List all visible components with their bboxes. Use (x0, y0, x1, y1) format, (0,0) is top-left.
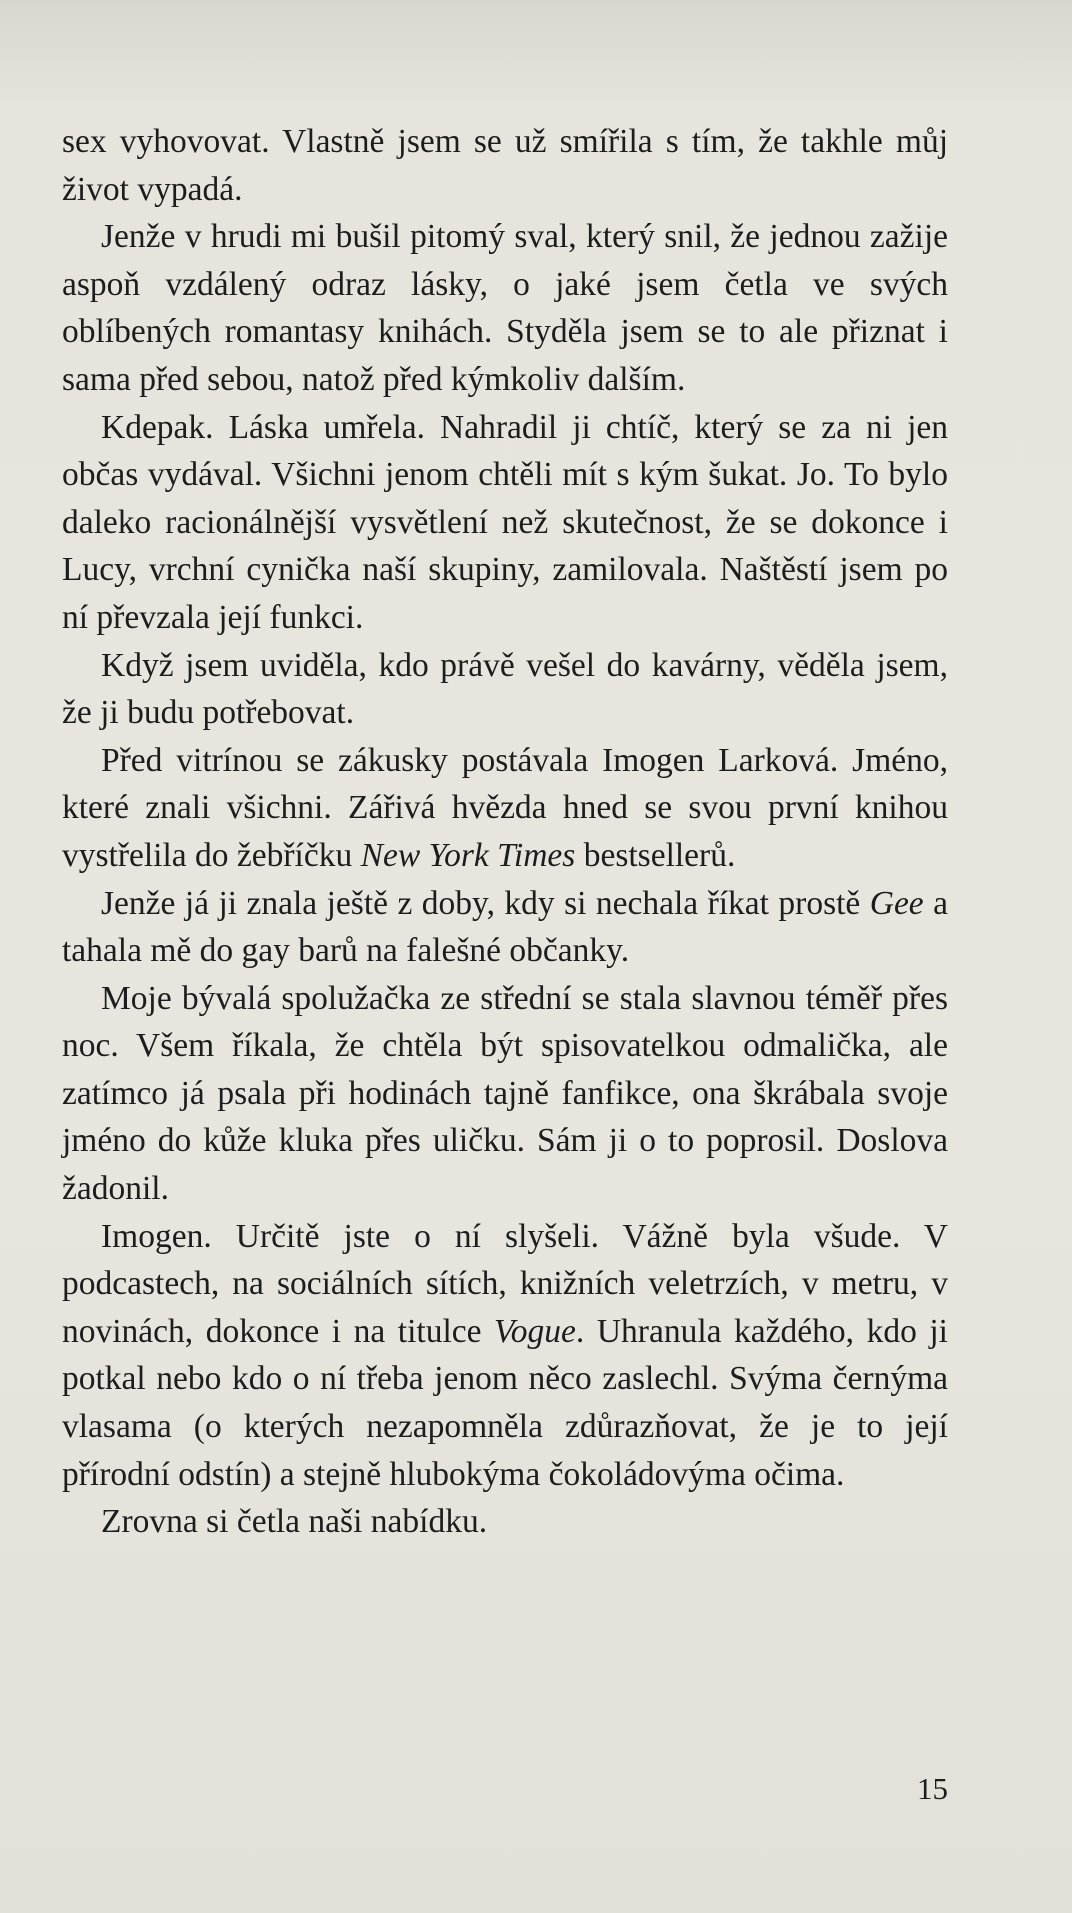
paragraph: Kdepak. Láska umřela. Nahradil ji chtíč, který se za ni jen občas vydával. Všichni jenom chtěli mít s kým šukat. Jo. To bylo daleko racionálnější vysvětlení než skutečnost, že se dokonce i Lucy, vrchní cynička naší skupiny, zamilovala. Naštěstí jsem po ní převzala její funkci. (62, 408, 948, 636)
body-text (62, 118, 948, 1546)
paragraph-text: Před vitrínou se zákusky postávala Imogen Larková. Jméno, které znali všichni. Zářivá hvězda hned se svou první knihou vystřelila do žebříčku (62, 741, 948, 874)
paragraph-text: . Uhranula každého, kdo ji potkal nebo kdo o ní třeba jenom něco zaslechl. Svýma černýma vlasama (o kterých nezapomněla zdůrazňovat, že je to její přírodní odstín) a stejně hlubokýma čokoládovýma očima. (62, 1312, 948, 1493)
paragraph (62, 880, 948, 975)
paragraph-text: Imogen. Určitě jste o ní slyšeli. Vážně byla všude. V podcastech, na sociálních sítích, knižních veletrzích, v metru, v novinách, dokonce i na titulce (62, 1217, 948, 1350)
paragraph: Moje bývalá spolužačka ze střední se stala slavnou téměř přes noc. Všem říkala, že chtěla být spisovatelkou odmalička, ale zatímco já psala při hodinách tajně fanfikce, ona škrábala svoje jméno do kůže kluka přes uličku. Sám ji o to poprosil. Doslova žadonil. (62, 979, 948, 1208)
paragraph (62, 737, 948, 880)
paragraph-text: Jenže já ji znala ještě z doby, kdy si nechala říkat prostě (101, 884, 870, 922)
italic-title: Vogue (494, 1312, 576, 1350)
page-number: 15 (917, 1771, 948, 1806)
italic-title: New York Times (360, 836, 576, 874)
paragraph: sex vyhovovat. Vlastně jsem se už smířila s tím, že takhle můj život vypadá. (62, 123, 948, 208)
paragraph: Když jsem uviděla, kdo právě vešel do kavárny, věděla jsem, že ji budu potřebovat. (62, 646, 948, 732)
italic-nickname: Gee (869, 884, 924, 922)
paragraph: Zrovna si četla naši nabídku. (101, 1503, 488, 1541)
paragraph-text: bestsellerů. (575, 836, 736, 874)
paragraph (62, 1213, 948, 1499)
paragraph-text: a tahala mě do gay barů na falešné občanky. (62, 884, 948, 970)
paragraph: Jenže v hrudi mi bušil pitomý sval, který snil, že jednou zažije aspoň vzdálený odraz lásky, o jaké jsem četla ve svých oblíbených romantasy knihách. Styděla jsem se to ale přiznat i sama před sebou, natož před kýmkoliv dalším. (62, 218, 948, 398)
